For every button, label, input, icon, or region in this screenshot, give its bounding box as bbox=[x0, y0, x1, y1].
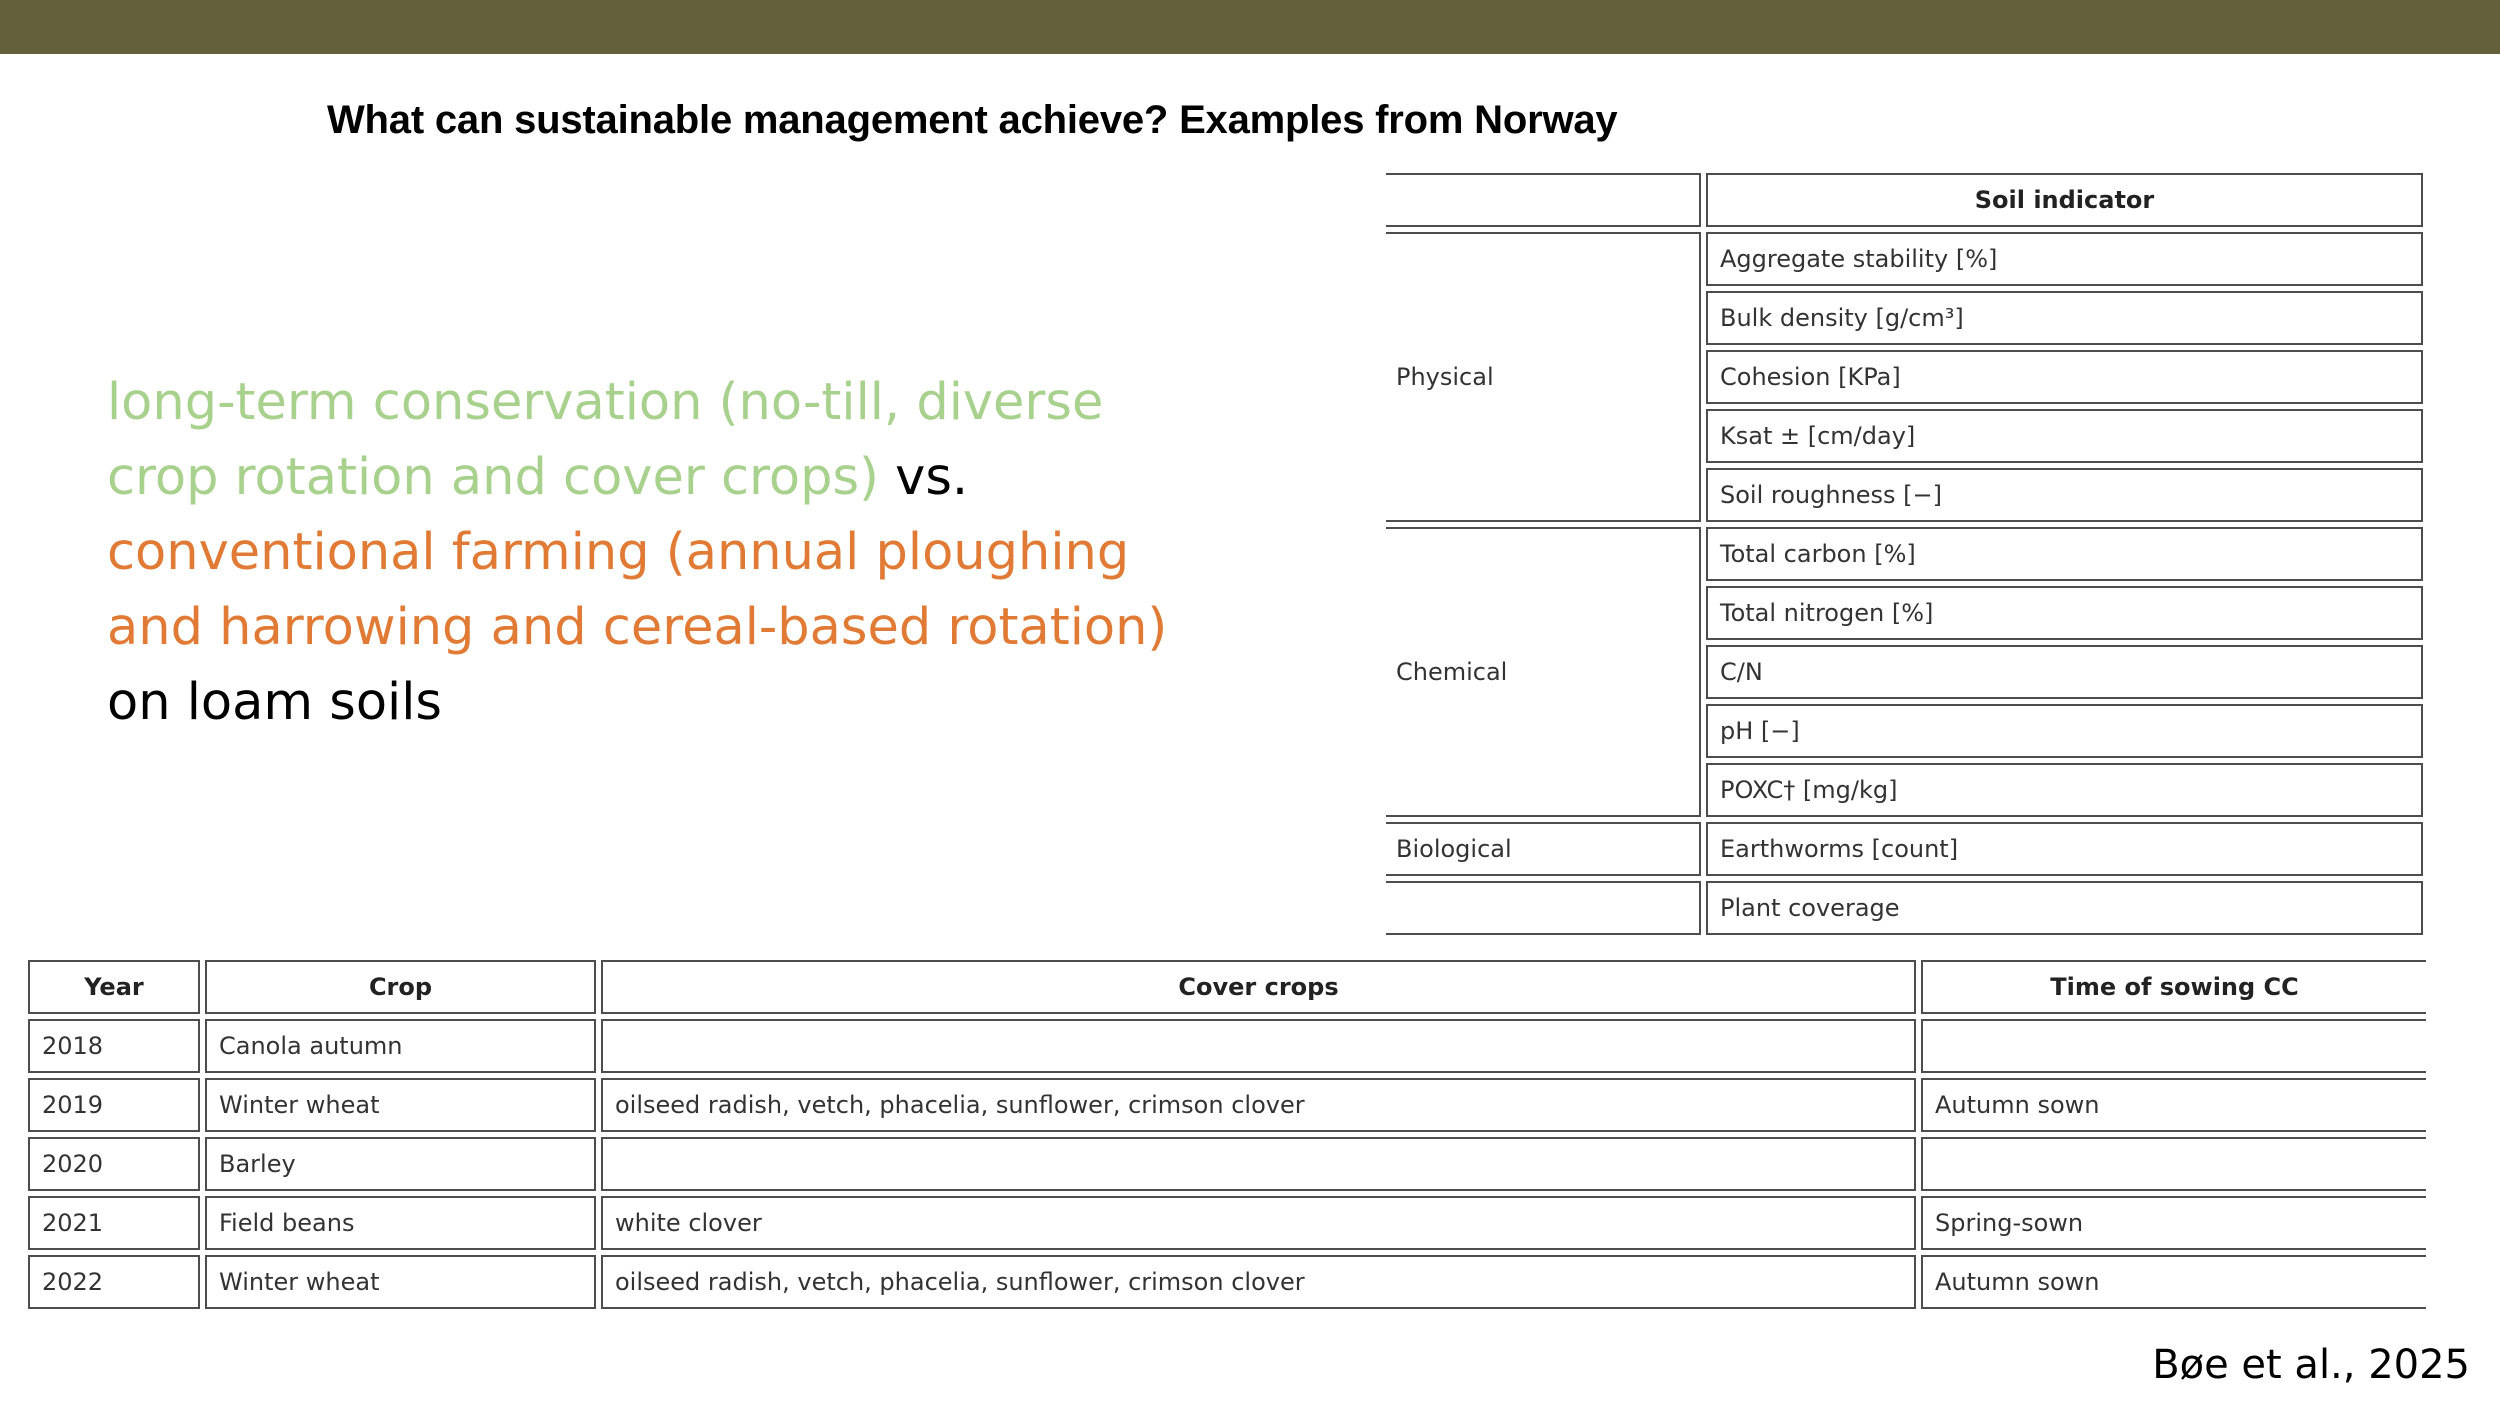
table-row bbox=[28, 1137, 2426, 1191]
cover-crops-cell bbox=[601, 1137, 1916, 1191]
table-row bbox=[28, 1196, 2426, 1250]
indicator-cell: Total carbon [%] bbox=[1706, 527, 2423, 581]
indicator-cell: pH [−] bbox=[1706, 704, 2423, 758]
year-cell: 2019 bbox=[28, 1078, 200, 1132]
sowing-time-cell bbox=[1921, 1137, 2426, 1191]
citation: Bøe et al., 2025 bbox=[2152, 1342, 2470, 1388]
sowing-time-cell: Spring-sown bbox=[1921, 1196, 2426, 1250]
slide-title: What can sustainable management achieve? Examples from Norway bbox=[327, 98, 1618, 142]
year-cell: 2018 bbox=[28, 1019, 200, 1073]
indicator-header-blank bbox=[1386, 173, 1701, 227]
table-row bbox=[28, 1019, 2426, 1073]
cover-crops-cell: oilseed radish, vetch, phacelia, sunflower, crimson clover bbox=[601, 1078, 1916, 1132]
crop-cell: Winter wheat bbox=[205, 1078, 596, 1132]
indicator-cell: Ksat ± [cm/day] bbox=[1706, 409, 2423, 463]
conventional-text: conventional farming (annual ploughing and harrowing and cereal-based rotation) bbox=[107, 523, 1168, 657]
year-cell: 2021 bbox=[28, 1196, 200, 1250]
cover-crops-cell bbox=[601, 1019, 1916, 1073]
indicator-row bbox=[1386, 881, 2423, 935]
crop-cell: Field beans bbox=[205, 1196, 596, 1250]
indicator-header-row bbox=[1386, 173, 2423, 227]
indicator-row bbox=[1386, 232, 2423, 286]
crop-cell: Canola autumn bbox=[205, 1019, 596, 1073]
year-header: Year bbox=[28, 960, 200, 1014]
crop-rotation-table bbox=[23, 955, 2431, 1314]
soil-type-text: on loam soils bbox=[107, 673, 442, 732]
indicator-cell: Cohesion [KPa] bbox=[1706, 350, 2423, 404]
table-row bbox=[28, 1255, 2426, 1309]
indicator-cell: Bulk density [g/cm³] bbox=[1706, 291, 2423, 345]
indicator-cell: Earthworms [count] bbox=[1706, 822, 2423, 876]
conservation-text: long-term conservation (no-till, diverse crop rotation and cover crops) bbox=[107, 373, 1104, 507]
indicator-row bbox=[1386, 822, 2423, 876]
sowing-time-cell: Autumn sown bbox=[1921, 1255, 2426, 1309]
indicator-row bbox=[1386, 527, 2423, 581]
cover-crops-header: Cover crops bbox=[601, 960, 1916, 1014]
category-physical: Physical bbox=[1386, 232, 1701, 522]
category-chemical: Chemical bbox=[1386, 527, 1701, 817]
cover-crops-cell: white clover bbox=[601, 1196, 1916, 1250]
category-blank bbox=[1386, 881, 1701, 935]
table-row bbox=[28, 1078, 2426, 1132]
sowing-time-header: Time of sowing CC bbox=[1921, 960, 2426, 1014]
indicator-cell: Plant coverage bbox=[1706, 881, 2423, 935]
sowing-time-cell bbox=[1921, 1019, 2426, 1073]
crop-cell: Barley bbox=[205, 1137, 596, 1191]
indicator-cell: POXC† [mg/kg] bbox=[1706, 763, 2423, 817]
crop-header: Crop bbox=[205, 960, 596, 1014]
indicator-cell: C/N bbox=[1706, 645, 2423, 699]
soil-indicator-table bbox=[1381, 168, 2428, 940]
top-accent-bar bbox=[0, 0, 2500, 54]
year-cell: 2020 bbox=[28, 1137, 200, 1191]
rotation-header-row bbox=[28, 960, 2426, 1014]
indicator-cell: Aggregate stability [%] bbox=[1706, 232, 2423, 286]
soil-indicator-header: Soil indicator bbox=[1706, 173, 2423, 227]
category-biological: Biological bbox=[1386, 822, 1701, 876]
crop-cell: Winter wheat bbox=[205, 1255, 596, 1309]
sowing-time-cell: Autumn sown bbox=[1921, 1078, 2426, 1132]
indicator-cell: Soil roughness [−] bbox=[1706, 468, 2423, 522]
comparison-text bbox=[107, 365, 1187, 740]
vs-text: vs. bbox=[878, 448, 969, 507]
cover-crops-cell: oilseed radish, vetch, phacelia, sunflower, crimson clover bbox=[601, 1255, 1916, 1309]
indicator-cell: Total nitrogen [%] bbox=[1706, 586, 2423, 640]
year-cell: 2022 bbox=[28, 1255, 200, 1309]
